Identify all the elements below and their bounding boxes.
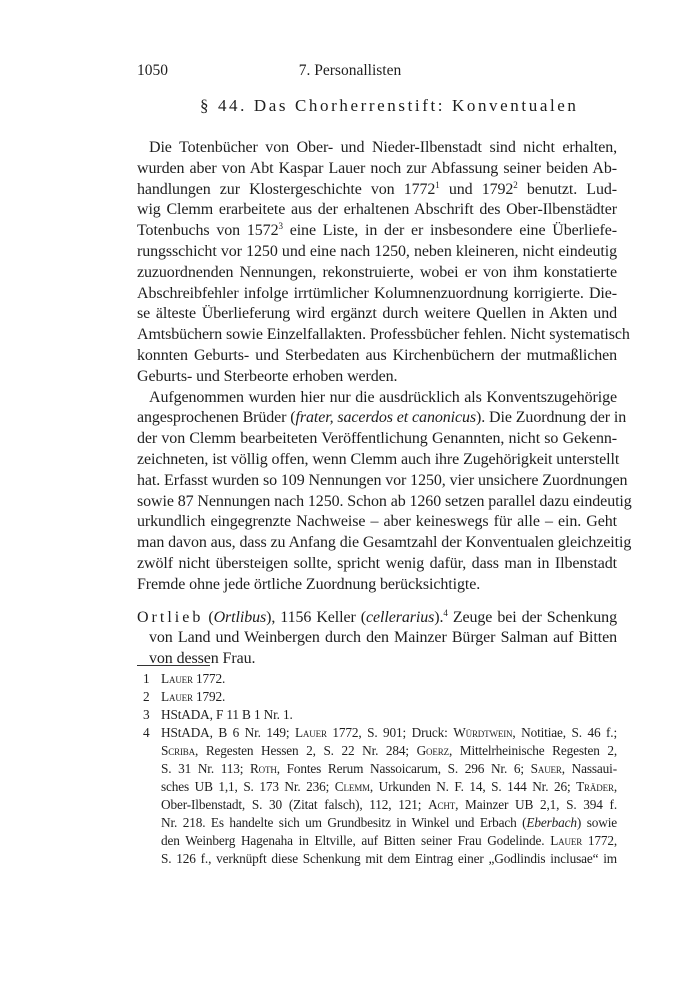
footnote-2: 2 Lauer 1792.	[143, 689, 226, 704]
text-line: sowie 87 Nennungen nach 1250. Schon ab 1260 setzen parallel dazu eindeutig	[137, 492, 632, 510]
page-number: 1050	[137, 62, 168, 79]
section-title: § 44. Das Chorherrenstift: Konventualen	[200, 96, 579, 115]
text-line: wurden aber von Abt Kaspar Lauer noch zur Abfassung seiner beiden Ab-	[137, 159, 617, 177]
text-line: Die Totenbücher von Ober- und Nieder-Ilbenstadt sind nicht erhalten,	[149, 139, 617, 156]
text-line: zeichneten, ist völlig offen, wenn Clemm auch ihre Zugehörigkeit unterstellt	[137, 450, 620, 468]
text-line: angesprochenen Brüder (frater, sacerdos et canonicus). Die Zuordnung der in	[137, 409, 627, 427]
text-line: von dessen Frau.	[149, 650, 256, 668]
footnote-ref: 3	[278, 221, 283, 232]
footnote-1: 1 Lauer 1772.	[143, 671, 226, 686]
paragraph-gap	[137, 596, 617, 608]
person-entry-ortlieb	[137, 608, 617, 670]
entry-name: Ortlieb	[137, 608, 204, 626]
footnote-rule	[137, 665, 210, 666]
footnotes	[137, 670, 617, 868]
text-line: urkundlich eingegrenzte Nachweise – aber keineswegs für alle – ein. Geht	[137, 513, 617, 531]
text-line: konnten Geburts- und Sterbedaten aus Kirchenbüchern der mutmaßlichen	[137, 346, 617, 364]
text-line: Aufgenommen wurden hier nur die ausdrücklich als Konventszugehörige	[149, 388, 617, 406]
text-line: Totenbuchs von 1572$^3$ eine Liste, in der er insbesondere eine Überliefe-	[137, 221, 618, 240]
text-line: Amtsbüchern sowie Einzelfallakten. Professbücher fehlen. Nicht systematisch	[137, 326, 630, 344]
text-line: Ortlieb (Ortlibus), 1156 Keller (cellerarius).$^4$ Zeuge bei der Schenkung	[137, 607, 617, 626]
body-text	[137, 138, 632, 670]
footnote-ref: 4	[443, 607, 448, 618]
text-line: handlungen zur Klostergeschichte von 1772$^1$ und 1792$^2$ benutzt. Lud-	[137, 179, 617, 198]
text-line: se älteste Überlieferung wird ergänzt durch weitere Quellen in Akten und	[137, 305, 617, 323]
paragraph-scope	[137, 388, 632, 596]
paragraph-introduction	[137, 138, 630, 388]
footnote-ref: 1	[435, 179, 440, 190]
footnote-number: 2	[143, 689, 150, 704]
text-line: von Land und Weinbergen durch den Mainzer Bürger Salman auf Bitten	[149, 629, 617, 647]
footnote-ref: 2	[513, 179, 518, 190]
footnote-number: 4	[143, 725, 150, 740]
text-line: rungsschicht vor 1250 und eine nach 1250, neben kleineren, nicht eindeutig	[137, 242, 617, 260]
running-head: 7. Personallisten	[298, 62, 402, 79]
footnote-3: 3 HStADA, F 11 B 1 Nr. 1.	[143, 707, 293, 722]
text-line: wig Clemm erarbeitete aus der erhaltenen Abschrift des Ober-Ilbenstädter	[137, 201, 617, 219]
text-line: zwölf nicht übersteigen sollte, spricht wenig dafür, dass man in Ilbenstadt	[137, 554, 617, 572]
text-line: man davon aus, dass zu Anfang die Gesamtzahl der Konventualen gleichzeitig	[137, 534, 632, 552]
footnote-number: 3	[143, 707, 150, 722]
text-line: zuzuordnenden Nennungen, rekonstruierte, wobei er von ihm konstatierte	[137, 263, 617, 281]
text-line: Geburts- und Sterbeorte erhoben werden.	[137, 367, 398, 385]
footnote-number: 1	[143, 671, 150, 686]
text-line: hat. Erfasst wurden so 109 Nennungen vor 1250, vier unsichere Zuordnungen	[137, 471, 628, 489]
text-line: Fremde ohne jede örtliche Zuordnung berücksichtigte.	[137, 575, 481, 593]
text-line: Abschreibfehler infolge irrtümlicher Kolumnenzuordnung korrigierte. Die-	[137, 284, 617, 302]
footnote-4: 4 HStADA, B 6 Nr. 149; Lauer 1772, S. 901; Druck: Würdtwein, Notitiae, S. 46 f.; Scriba, Regesten Hessen 2, S. 22 Nr. 284; Goerz, Mittelrheinische Regesten 2, S. 31 Nr. 113; Roth, Fontes Rerum Nassoicarum, S. 296 Nr. 6; Sauer, Nassaui- sches UB 1,1, S. 173 Nr. 236; Clemm, Urkunden N. F. 14, S. 144 Nr. 26; Träder, Ober-Ilbenstadt, S. 30 (Zitat falsch), 112, 121; Acht, Mainzer UB 2,1, S. 394 f. Nr. 218. Es handelte sich um Grundbesitz in Winkel und Erbach (Eberbach) sowie den Weinberg Hagenaha in Eltville, auf Bitten seiner Frau Godelinde. Lauer 1772, S. 126 f., verknüpft diese Schenkung mit dem Eintrag einer „Godlindis inclusae“ im	[143, 725, 618, 866]
text-line: der von Clemm bearbeiteten Veröffentlichung Genannten, nicht so Gekenn-	[137, 430, 617, 448]
